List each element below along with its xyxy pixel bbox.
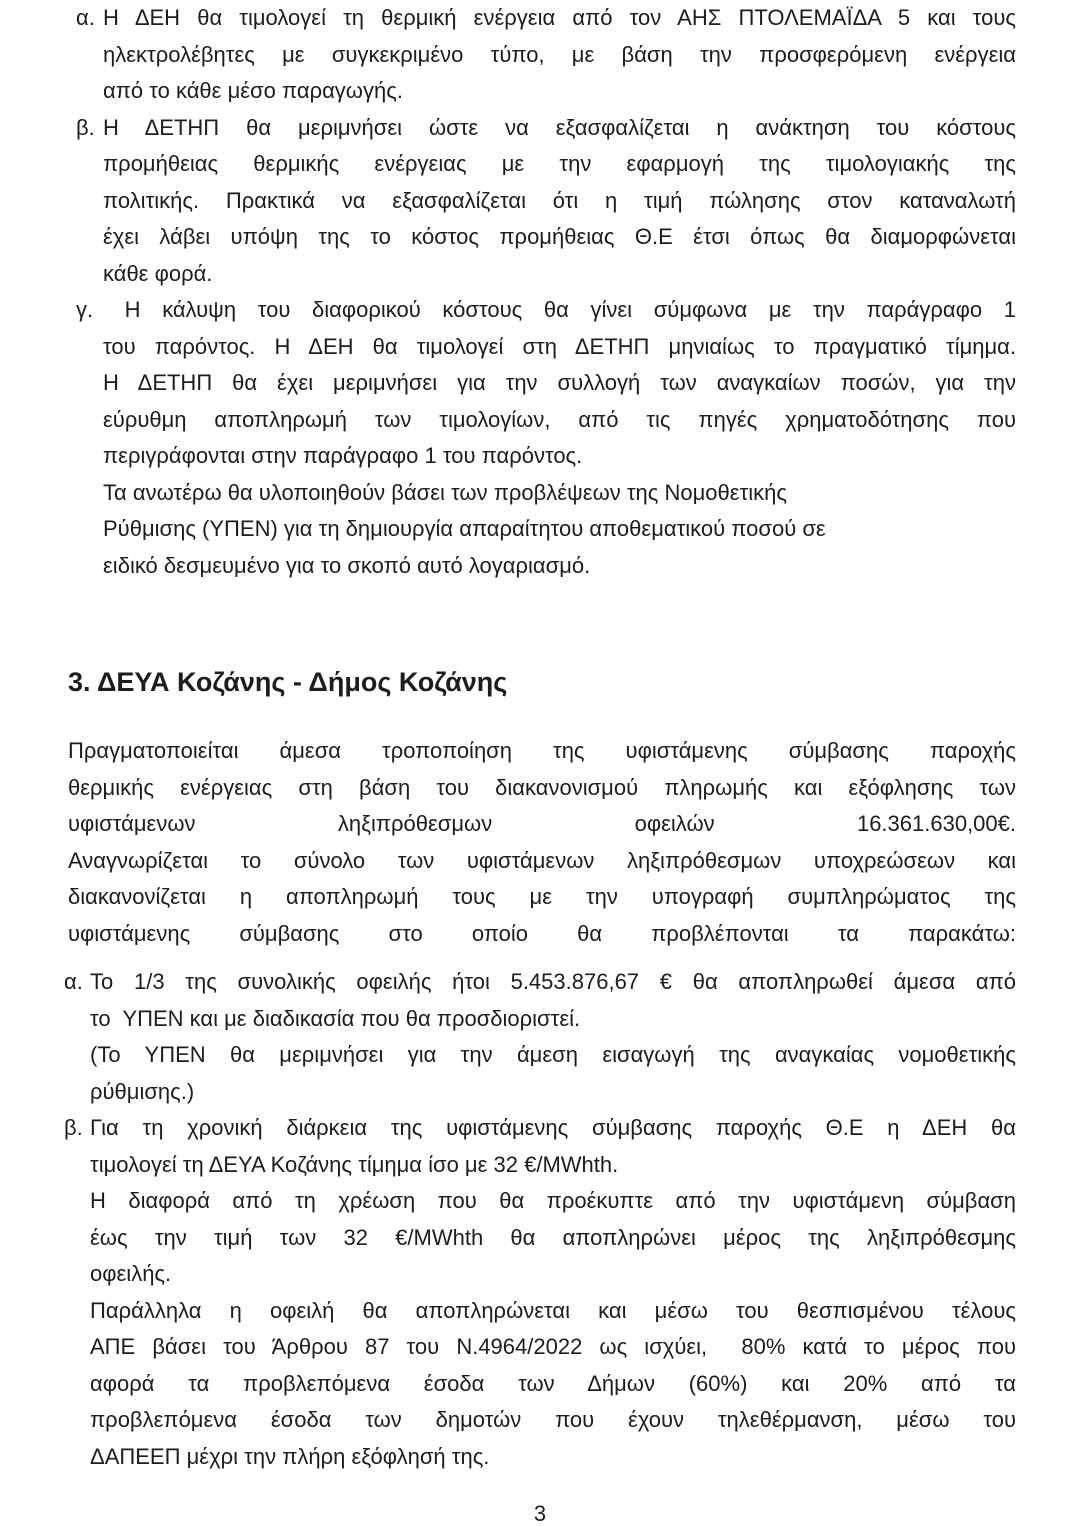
text-line: Αναγνωρίζεται το σύνολο των υφιστάμενων ληξιπρόθεσμων υποχρεώσεων και — [68, 847, 1016, 873]
text-line: ειδικό δεσμευμένο για το σκοπό αυτό λογαριασμό. — [103, 552, 591, 578]
list-item — [76, 110, 1016, 293]
text-line: Παράλληλα η οφειλή θα αποπληρώνεται και μέσω του θεσπισμένου τέλους — [90, 1297, 1016, 1323]
text-line: ρύθμισης.) — [90, 1078, 195, 1104]
text-line: κάθε φορά. — [103, 260, 213, 286]
section-heading: 3. ΔΕΥΑ Κοζάνης - Δήμος Κοζάνης — [68, 667, 508, 697]
list-item — [64, 964, 1016, 1110]
lettered-list-bottom — [64, 964, 1016, 1475]
text-line: τιμολογεί τη ΔΕΥΑ Κοζάνης τίμημα ίσο με 32 €/MWhth. — [90, 1151, 619, 1177]
text-line: εύρυθμη αποπληρωμή των τιμολογίων, από τις πηγές χρηματοδότησης που — [103, 406, 1016, 432]
intro-paragraph — [68, 733, 1016, 952]
text-line: αφορά τα προβλεπόμενα έσοδα των Δήμων (60%) και 20% από τα — [90, 1370, 1016, 1396]
text-line: προμήθειας θερμικής ενέργειας με την εφαρμογή της τιμολογιακής της — [103, 151, 1016, 176]
text-line: Η ΔΕΤΗΠ θα έχει μεριμνήσει για την συλλογή των αναγκαίων ποσών, για την — [103, 370, 1016, 395]
list-item-body — [90, 1110, 1016, 1475]
page-number: 3 — [533, 1501, 547, 1526]
list-item — [64, 1110, 1016, 1475]
text-line: Η ΔΕΗ θα τιμολογεί τη θερμική ενέργεια από τον ΑΗΣ ΠΤΟΛΕΜΑΪΔΑ 5 και τους — [103, 5, 1016, 30]
list-item-body — [103, 110, 1016, 293]
text-line: οφειλής. — [90, 1261, 172, 1286]
text-line: ΔΑΠΕΕΠ μέχρι την πλήρη εξόφλησή της. — [90, 1443, 490, 1469]
text-line: περιγράφονται στην παράγραφο 1 του παρόντος. — [103, 443, 583, 468]
list-item — [76, 0, 1016, 110]
text-line: έχει λάβει υπόψη της το κόστος προμήθειας Θ.Ε έτσι όπως θα διαμορφώνεται — [103, 224, 1016, 249]
text-line: Το 1/3 της συνολικής οφειλής ήτοι 5.453.876,67 € θα αποπληρωθεί άμεσα από — [90, 969, 1016, 994]
text-line: έως την τιμή των 32 €/MWhth θα αποπληρώνει μέρος της ληξιπρόθεσμης — [90, 1224, 1016, 1250]
text-line: Η διαφορά από τη χρέωση που θα προέκυπτε από την υφιστάμενη σύμβαση — [90, 1188, 1016, 1213]
list-marker: α. — [76, 5, 95, 30]
text-line: Η ΔΕΤΗΠ θα μεριμνήσει ώστε να εξασφαλίζεται η ανάκτηση του κόστους — [103, 114, 1016, 140]
text-line: θερμικής ενέργειας στη βάση του διακανονισμού πληρωμής και εξόφλησης των — [68, 774, 1016, 800]
text-line: ΑΠΕ βάσει του Άρθρου 87 του Ν.4964/2022 ως ισχύει, 80% κατά το μέρος που — [90, 1334, 1016, 1359]
list-item-body — [103, 0, 1016, 110]
text-line: από το κάθε μέσο παραγωγής. — [103, 78, 403, 103]
text-line: (Το ΥΠΕΝ θα μεριμνήσει για την άμεση εισαγωγή της αναγκαίας νομοθετικής — [90, 1042, 1016, 1067]
list-marker: β. — [64, 1115, 83, 1140]
list-item — [76, 292, 1016, 584]
text-line: ηλεκτρολέβητες με συγκεκριμένο τύπο, με βάση την προσφερόμενη ενέργεια — [103, 41, 1016, 67]
text-line: προβλεπόμενα έσοδα των δημοτών που έχουν τηλεθέρμανση, μέσω του — [90, 1407, 1016, 1432]
list-item-body — [90, 964, 1016, 1110]
list-marker: α. — [64, 969, 83, 994]
text-line: Η κάλυψη του διαφορικού κόστους θα γίνει σύμφωνα με την παράγραφο 1 — [103, 297, 1016, 322]
text-line: Για τη χρονική διάρκεια της υφιστάμενης σύμβασης παροχής Θ.Ε η ΔΕΗ θα — [90, 1115, 1016, 1140]
list-marker: β. — [76, 114, 95, 140]
list-marker: γ. — [76, 297, 94, 322]
text-line: το ΥΠΕΝ και με διαδικασία που θα προσδιοριστεί. — [90, 1005, 581, 1031]
text-line: του παρόντος. Η ΔΕΗ θα τιμολογεί στη ΔΕΤΗΠ μηνιαίως το πραγματικό τίμημα. — [103, 333, 1016, 359]
text-line: Πραγματοποιείται άμεσα τροποποίηση της υφιστάμενης σύμβασης παροχής — [68, 738, 1016, 763]
text-line: πολιτικής. Πρακτικά να εξασφαλίζεται ότι η τιμή πώλησης στον καταναλωτή — [103, 187, 1016, 213]
text-line: υφιστάμενης σύμβασης στο οποίο θα προβλέπονται τα παρακάτω: — [68, 920, 1016, 946]
lettered-list-top — [76, 0, 1016, 584]
text-line: διακανονίζεται η αποπληρωμή τους με την υπογραφή συμπληρώματος της — [68, 884, 1016, 909]
list-item-body — [103, 292, 1016, 584]
text-line: Τα ανωτέρω θα υλοποιηθούν βάσει των προβλέψεων της Νομοθετικής — [103, 479, 787, 505]
text-line: υφιστάμενων ληξιπρόθεσμων οφειλών 16.361.630,00€. — [68, 811, 1016, 836]
text-line: Ρύθμισης (ΥΠΕΝ) για τη δημιουργία απαραίτητου αποθεματικού ποσού σε — [103, 516, 826, 541]
